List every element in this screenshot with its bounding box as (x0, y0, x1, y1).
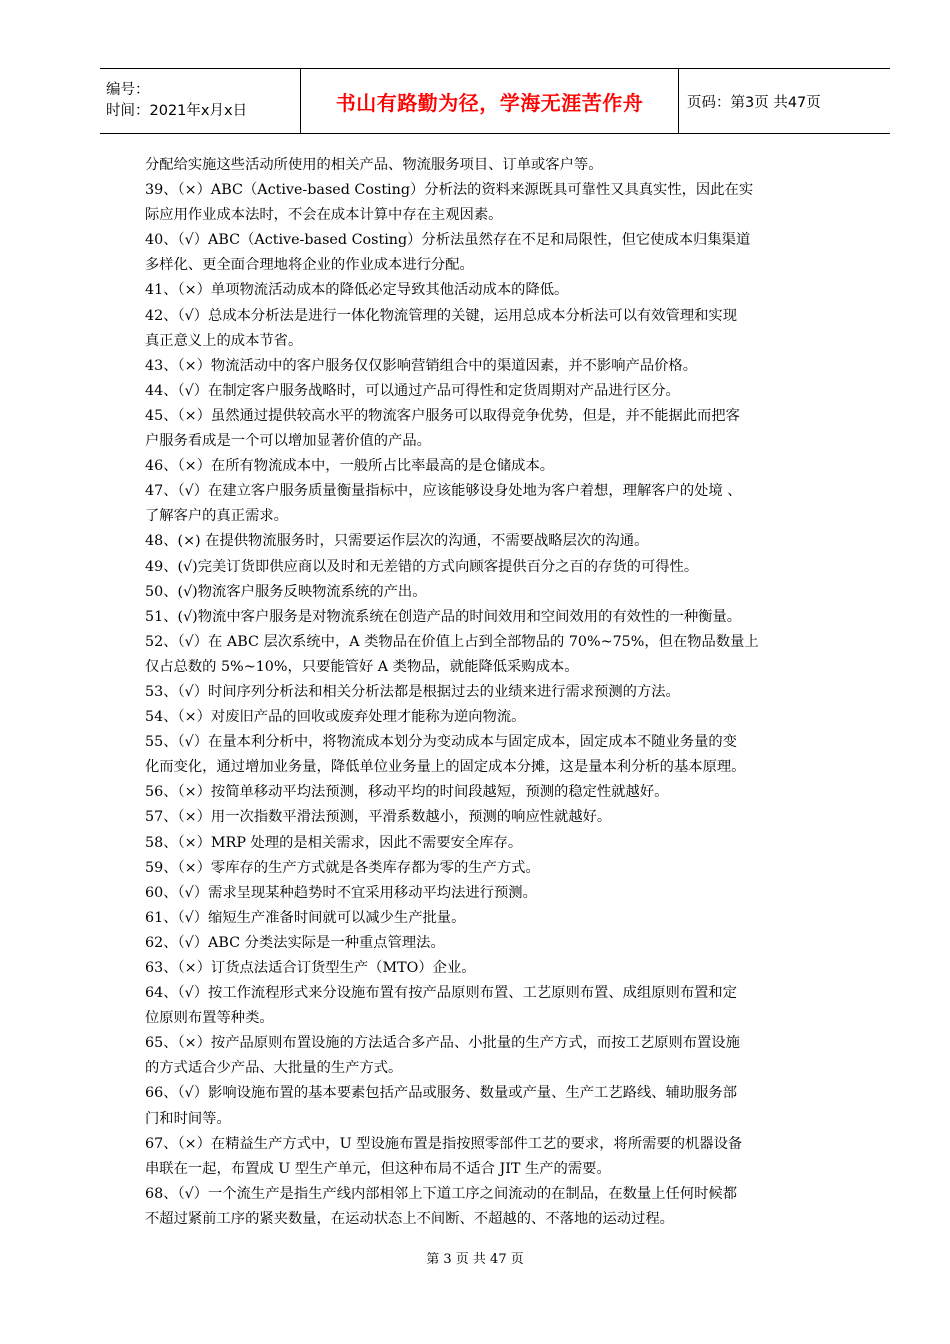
text-line: 门和时间等。 (145, 1110, 231, 1127)
text-line: 45、（×）虽然通过提供较高水平的物流客户服务可以取得竞争优势，但是，并不能据此而把客 (145, 407, 740, 424)
text-line: 64、（√）按工作流程形式来分设施布置有按产品原则布置、工艺原则布置、成组原则布置和定 (145, 985, 738, 1002)
text-line: 48、(×) 在提供物流服务时，只需要运作层次的沟通，不需要战略层次的沟通。 (145, 533, 649, 550)
text-line: 65、（×）按产品原则布置设施的方法适合多产品、小批量的生产方式，而按工艺原则布置设施 (145, 1035, 740, 1052)
text-line: 53、（√）时间序列分析法和相关分析法都是根据过去的业绩来进行需求预测的方法。 (145, 683, 680, 700)
text-line: 46、（×）在所有物流成本中，一般所占比率最高的是仓储成本。 (145, 458, 555, 475)
text-line: 47、（√）在建立客户服务质量衡量指标中，应该能够设身处地为客户着想，理解客户的处境 、 (145, 483, 742, 500)
text-line: 多样化、更全面合理地将企业的作业成本进行分配。 (145, 257, 474, 274)
text-line: 57、（×）用一次指数平滑法预测，平滑系数越小，预测的响应性就越好。 (145, 809, 612, 826)
text-line: 49、(√)完美订货即供应商以及时和无差错的方式向顾客提供百分之百的存货的可得性。 (145, 558, 699, 575)
text-line: 60、（√）需求呈现某种趋势时不宜采用移动平均法进行预测。 (145, 884, 537, 901)
text-line: 真正意义上的成本节省。 (145, 332, 303, 349)
text-line: 66、（√）影响设施布置的基本要素包括产品或服务、数量或产量、生产工艺路线、辅助服务部 (145, 1085, 738, 1102)
text-line: 52、（√）在 ABC 层次系统中，A 类物品在价值上占到全部物品的 70%~75%，但在物品数量上 (145, 633, 759, 650)
text-line: 56、（×）按简单移动平均法预测，移动平均的时间段越短，预测的稳定性就越好。 (145, 784, 669, 801)
text-line: 58、（×）MRP 处理的是相关需求，因此不需要安全库存。 (145, 834, 523, 851)
text-line: 了解客户的真正需求。 (145, 508, 288, 525)
header-motto: 书山有路勤为径，学海无涯苦作舟 (301, 69, 679, 133)
text-line: 位原则布置等种类。 (145, 1010, 274, 1027)
text-line: 68、（√）一个流生产是指生产线内部相邻上下道工序之间流动的在制品，在数量上任何时候都 (145, 1185, 738, 1202)
text-line: 43、（×）物流活动中的客户服务仅仅影响营销组合中的渠道因素，并不影响产品价格。 (145, 357, 698, 374)
header-page-info: 页码：第3页 共47页 (687, 94, 821, 111)
text-line: 分配给实施这些活动所使用的相关产品、物流服务项目、订单或客户等。 (145, 157, 603, 173)
text-line: 串联在一起，布置成 U 型生产单元，但这种布局不适合 JIT 生产的需要。 (145, 1160, 611, 1177)
document-body (145, 153, 855, 1232)
text-line: 62、（√）ABC 分类法实际是一种重点管理法。 (145, 934, 445, 951)
text-line: 际应用作业成本法时，不会在成本计算中存在主观因素。 (145, 207, 503, 224)
text-line: 54、（×）对废旧产品的回收或废弃处理才能称为逆向物流。 (145, 709, 526, 726)
text-line: 61、（√）缩短生产准备时间就可以减少生产批量。 (145, 909, 466, 926)
document-number-label: 编号： (106, 82, 150, 98)
text-line: 55、（√）在量本利分析中，将物流成本划分为变动成本与固定成本，固定成本不随业务量的变 (145, 734, 738, 751)
text-line: 40、（√）ABC（Active-based Costing）分析法虽然存在不足和局限性，但它使成本归集渠道 (145, 232, 751, 249)
text-line: 50、(√)物流客户服务反映物流系统的产出。 (145, 583, 427, 600)
text-line: 41、（×）单项物流活动成本的降低必定导致其他活动成本的降低。 (145, 282, 569, 299)
text-line: 的方式适合少产品、大批量的生产方式。 (145, 1060, 403, 1077)
text-line: 63、（×）订货点法适合订货型生产（MTO）企业。 (145, 960, 476, 976)
header-left-cell (100, 69, 301, 133)
text-line: 67、（×）在精益生产方式中，U 型设施布置是指按照零部件工艺的要求，将所需要的机器设备 (145, 1135, 743, 1152)
page-footer (0, 1248, 950, 1267)
text-line: 户服务看成是一个可以增加显著价值的产品。 (145, 433, 431, 450)
page-header (100, 68, 890, 134)
page-number: 第 3 页 共 47 页 (426, 1252, 524, 1267)
text-line: 仅占总数的 5%~10%，只要能管好 A 类物品，就能降低采购成本。 (145, 658, 579, 675)
text-line: 51、(√)物流中客户服务是对物流系统在创造产品的时间效用和空间效用的有效性的一种衡量。 (145, 608, 742, 625)
text-line: 44、（√）在制定客户服务战略时，可以通过产品可得性和定货周期对产品进行区分。 (145, 382, 680, 399)
document-time: 时间：2021年x月x日 (106, 103, 248, 119)
text-line: 42、（√）总成本分析法是进行一体化物流管理的关键，运用总成本分析法可以有效管理和实现 (145, 307, 738, 324)
text-line: 不超过紧前工序的紧夹数量，在运动状态上不间断、不超越的、不落地的运动过程。 (145, 1210, 674, 1227)
text-line: 59、（×）零库存的生产方式就是各类库存都为零的生产方式。 (145, 859, 540, 876)
text-line: 化而变化，通过增加业务量，降低单位业务量上的固定成本分摊，这是量本利分析的基本原理。 (145, 759, 746, 776)
text-line: 39、（×）ABC（Active-based Costing）分析法的资料来源既具可靠性又具真实性，因此在实 (145, 182, 754, 199)
